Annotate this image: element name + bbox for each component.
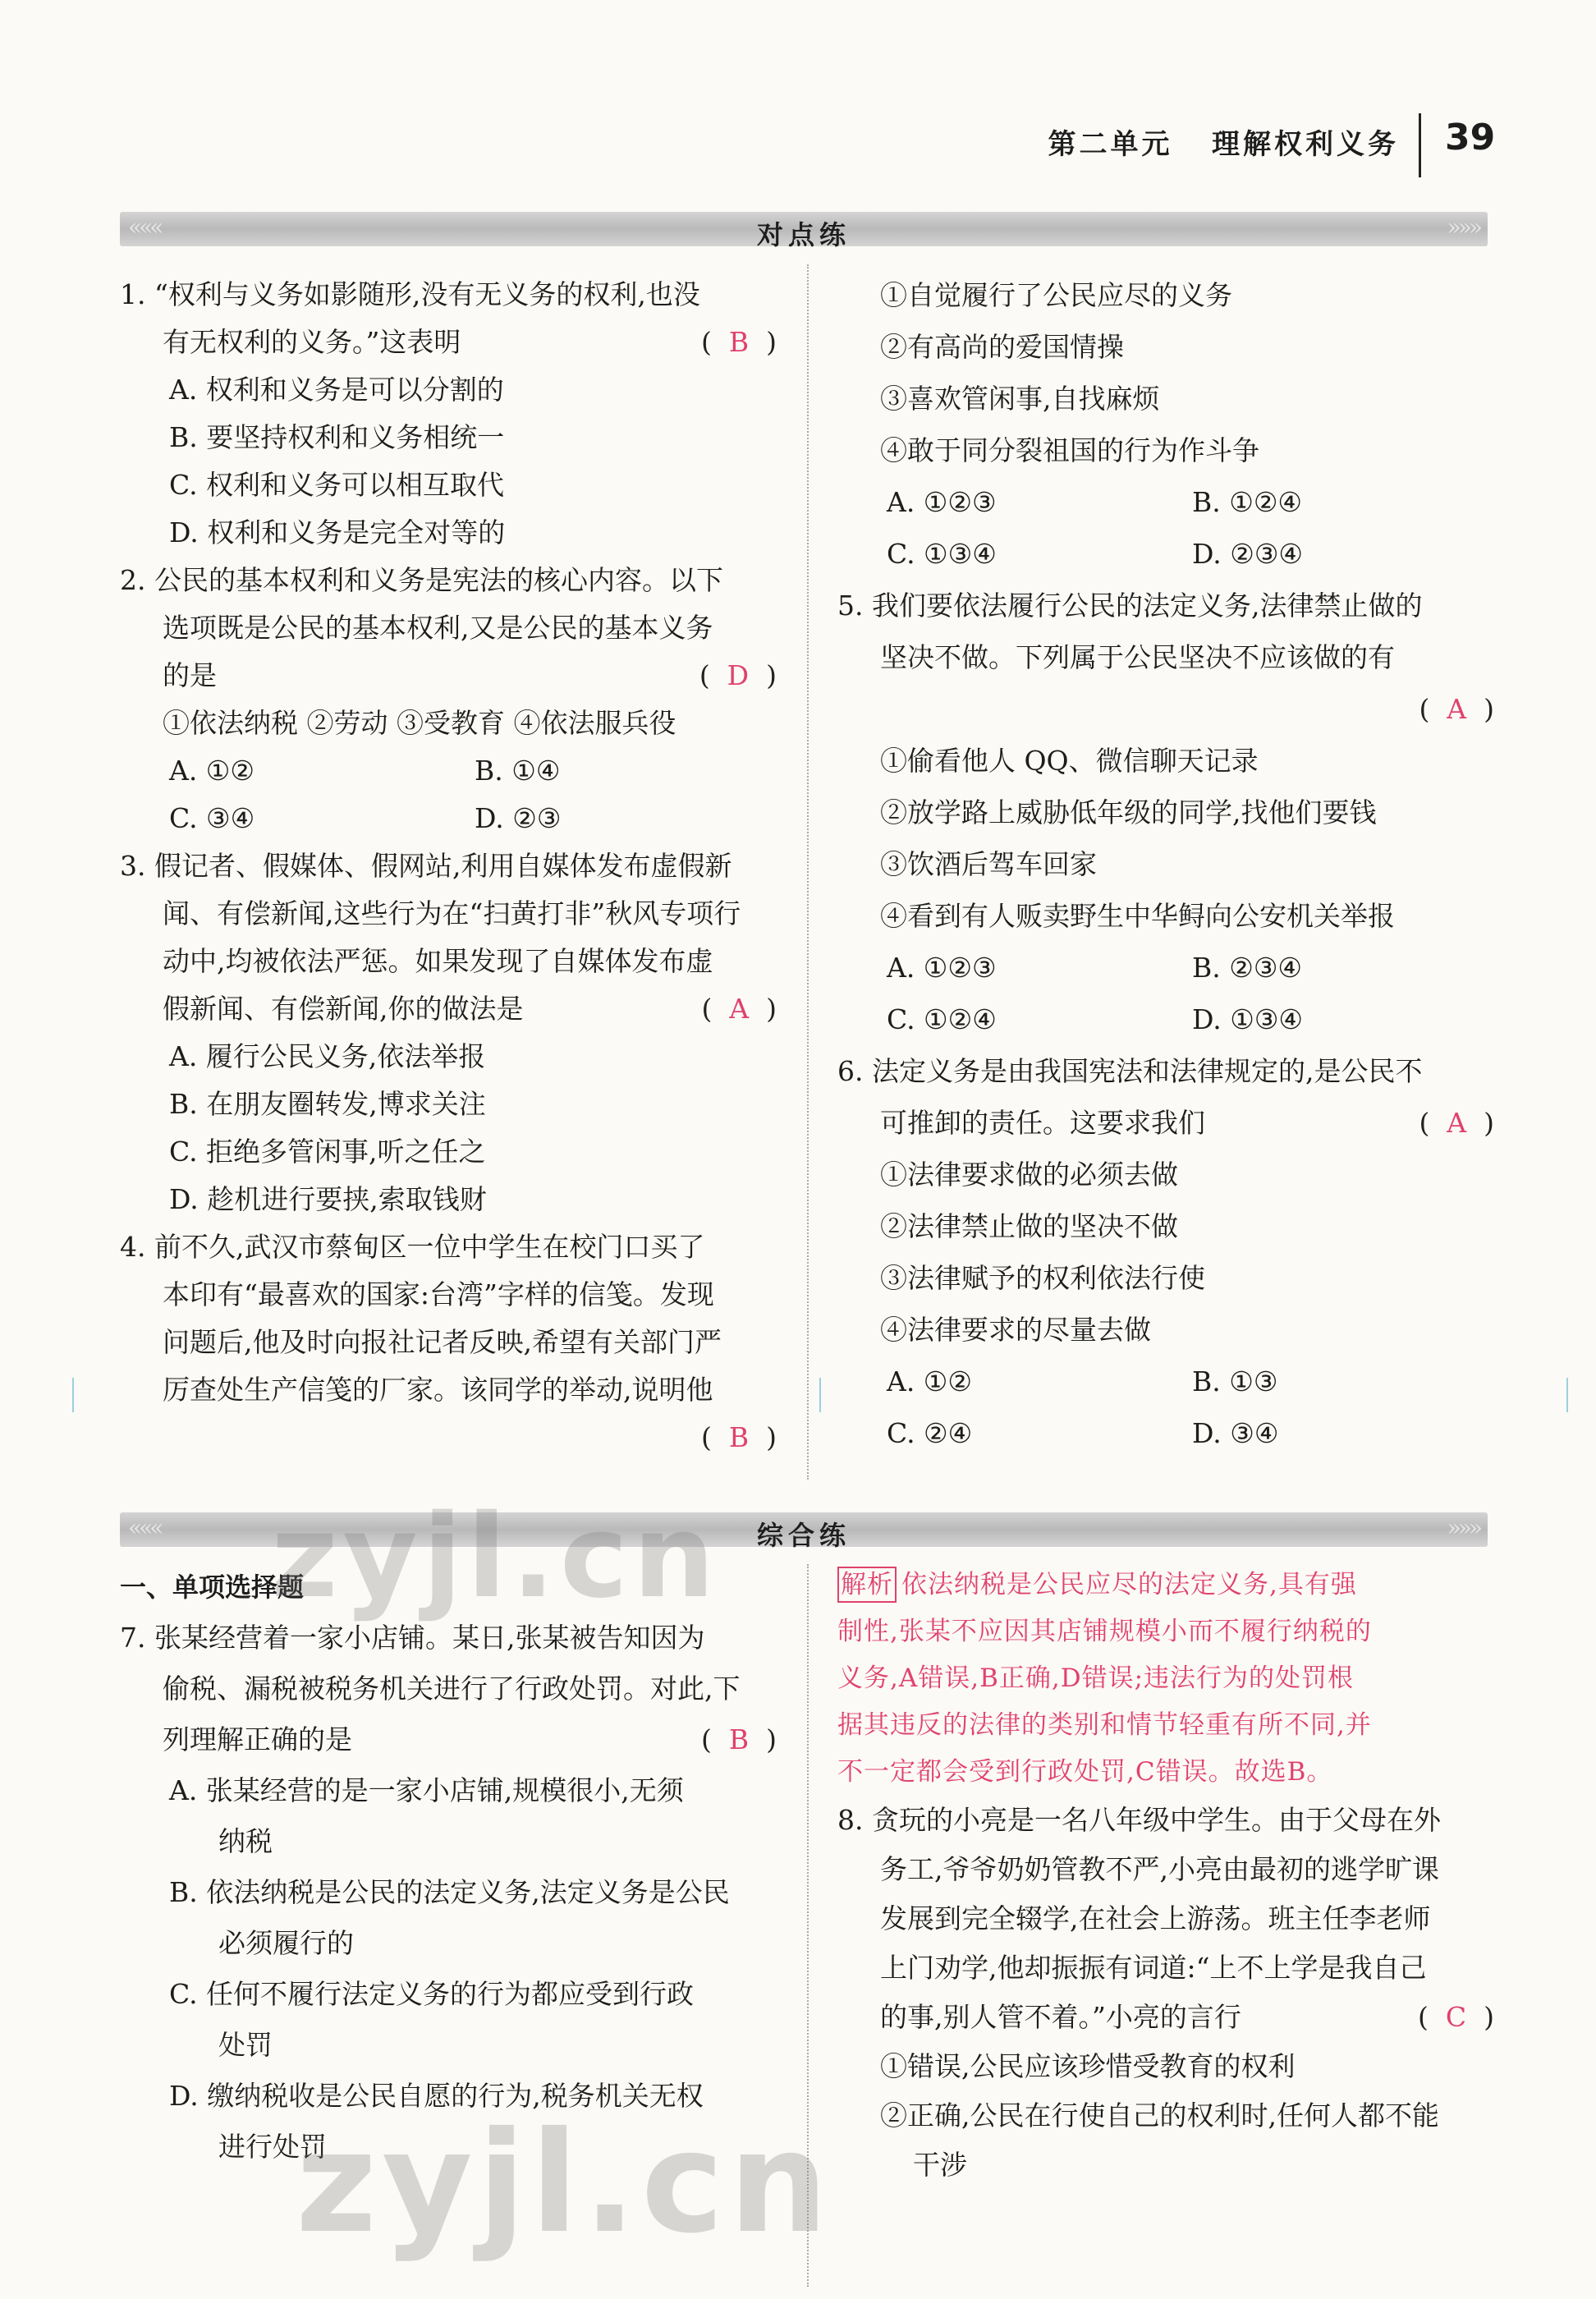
explanation-text: 依法纳税是公民应尽的法定义务,具有强 (901, 1570, 1357, 1599)
q6-options-ab (837, 1356, 1494, 1407)
q8-item-2: ②正确,公民在行使自己的权利时,任何人都不能 (880, 2099, 1439, 2132)
q5-item-1: ①偷看他人 QQ、微信聊天记录 (880, 745, 1259, 777)
q6-answer-letter: A (1447, 1107, 1467, 1139)
q3-line: 3. 假记者、假媒体、假网站,利用自媒体发布虚假新 (120, 850, 732, 882)
q8-line: 8. 贪玩的小亮是一名八年级中学生。由于父母在外 (837, 1804, 1441, 1836)
margin-mark (1566, 1378, 1568, 1412)
right-column-practice (837, 269, 1494, 1459)
q2-options-cd (120, 795, 777, 842)
q1-stem-end: 有无权利的义务。”这表明 (163, 326, 461, 358)
q7-option-d: D. 缴纳税收是公民自愿的行为,税务机关无权 (169, 2080, 704, 2112)
q5-item-4: ④看到有人贩卖野生中华鲟向公安机关举报 (880, 900, 1395, 932)
q5-option-d: D. ①③④ (1192, 1003, 1304, 1035)
q5-item-2: ②放学路上威胁低年级的同学,找他们要钱 (880, 796, 1377, 828)
q5-option-a: A. ①②③ (887, 952, 997, 984)
q8-answer: ( C ) (1418, 2001, 1494, 2033)
q1-line: 1. “权利与义务如影随形,没有无义务的权利,也没 (120, 278, 700, 310)
q8-line: 发展到完全辍学,在社会上游荡。班主任李老师 (880, 1902, 1431, 1934)
header-divider (1419, 113, 1421, 177)
q7-option-b-cont: 必须履行的 (218, 1927, 354, 1959)
q7-answer-letter: B (728, 1723, 750, 1755)
q4-options-ab (837, 476, 1494, 528)
q4-option-c: C. ①③④ (887, 538, 997, 570)
q1-answer-letter: B (728, 326, 750, 358)
q8-block (837, 1796, 1494, 2190)
q7-option-a-cont: 纳税 (218, 1825, 273, 1857)
q4-option-d: D. ②③④ (1192, 538, 1304, 570)
q3-line: 动中,均被依法严惩。如果发现了自媒体发布虚 (163, 945, 713, 977)
q2-line: 选项既是公民的基本权利,又是公民的基本义务 (163, 612, 713, 644)
watermark-text: zyjl.cn (271, 1490, 720, 1624)
q2-option-c: C. ③④ (169, 802, 255, 834)
q6-option-a: A. ①② (887, 1365, 972, 1397)
q6-answer: ( A ) (1419, 1107, 1494, 1139)
q2-option-b: B. ①④ (475, 755, 561, 787)
q1-option-b: B. 要坚持权利和义务相统一 (169, 421, 505, 453)
q4-line: 厉查处生产信笺的厂家。该同学的举动,说明他 (163, 1374, 713, 1406)
q7-line: 7. 张某经营着一家小店铺。某日,张某被告知因为 (120, 1622, 705, 1654)
q1-line (120, 319, 777, 366)
q4-answer-line (120, 1414, 777, 1462)
q6-stem-end: 可推卸的责任。这要求我们 (880, 1107, 1205, 1139)
explanation-tag: 解析 (837, 1567, 897, 1603)
q5-option-c: C. ①②④ (887, 1003, 997, 1035)
q8-line: 上门劝学,他却振振有词道:“上不上学是我自己 (880, 1952, 1427, 1984)
q4-answer: ( B ) (701, 1421, 777, 1453)
q4-item-1: ①自觉履行了公民应尽的义务 (880, 279, 1232, 311)
q8-line: 务工,爷爷奶奶管教不严,小亮由最初的逃学旷课 (880, 1853, 1439, 1885)
q4-line: 问题后,他及时向报社记者反映,希望有关部门严 (163, 1326, 722, 1358)
q5-item-3: ③饮酒后驾车回家 (880, 848, 1097, 880)
q1-option-d: D. 权利和义务是完全对等的 (169, 516, 506, 548)
q5-options-cd (837, 993, 1494, 1045)
q2-line: 2. 公民的基本权利和义务是宪法的核心内容。以下 (120, 564, 723, 596)
q7-stem-end: 列理解正确的是 (163, 1723, 352, 1755)
margin-mark (72, 1378, 74, 1412)
q6-item-4: ④法律要求的尽量去做 (880, 1314, 1151, 1346)
q2-option-a: A. ①② (169, 755, 255, 787)
watermark-text: zyjl.cn (296, 2102, 833, 2265)
q7-option-b: B. 依法纳税是公民的法定义务,法定义务是公民 (169, 1876, 730, 1908)
q7-option-a: A. 张某经营的是一家小店铺,规模很小,无须 (169, 1774, 684, 1806)
q3-option-a: A. 履行公民义务,依法举报 (169, 1040, 486, 1072)
q3-option-d: D. 趁机进行要挟,索取钱财 (169, 1183, 487, 1215)
q2-answer: ( D ) (699, 659, 777, 691)
running-header (1048, 122, 1399, 162)
q3-answer-letter: A (729, 993, 750, 1025)
q6-line: 6. 法定义务是由我国宪法和法律规定的,是公民不 (837, 1055, 1423, 1087)
q6-options-cd (837, 1407, 1494, 1459)
q6-item-1: ①法律要求做的必须去做 (880, 1159, 1178, 1191)
q2-options-ab (120, 747, 777, 795)
q7-option-c-cont: 处罚 (218, 2029, 273, 2061)
q6-option-b: B. ①③ (1192, 1365, 1278, 1397)
q5-line: 5. 我们要依法履行公民的法定义务,法律禁止做的 (837, 590, 1423, 622)
q6-item-2: ②法律禁止做的坚决不做 (880, 1210, 1178, 1242)
q1-option-c: C. 权利和义务可以相互取代 (169, 469, 505, 501)
q3-stem-end: 假新闻、有偿新闻,你的做法是 (163, 993, 524, 1025)
q1-answer: ( B ) (701, 326, 777, 358)
q6-line (837, 1097, 1494, 1149)
q3-option-c: C. 拒绝多管闲事,听之任之 (169, 1136, 486, 1168)
q7-line: 偷税、漏税被税务机关进行了行政处罚。对此,下 (163, 1673, 741, 1705)
q6-item-3: ③法律赋予的权利依法行使 (880, 1262, 1205, 1294)
q5-answer-line (837, 683, 1494, 735)
part-heading: 一、单项选择题 (120, 1572, 305, 1603)
unit-label: 第二单元 (1048, 128, 1173, 161)
explanation-line: 义务,A错误,B正确,D错误;违法行为的处罚根 (837, 1663, 1355, 1693)
q1-option-a: A. 权利和义务是可以分割的 (169, 374, 504, 406)
q3-line (120, 985, 777, 1033)
q8-item-1: ①错误,公民应该珍惜受教育的权利 (880, 2050, 1296, 2082)
q2-items: ①依法纳税 ②劳动 ③受教育 ④依法服兵役 (163, 707, 676, 739)
q4-item-2: ②有高尚的爱国情操 (880, 331, 1124, 363)
q7-answer: ( B ) (701, 1723, 777, 1755)
q2-stem-end: 的是 (163, 659, 217, 691)
q4-option-a: A. ①②③ (887, 486, 997, 518)
q3-option-b: B. 在朋友圈转发,博求关注 (169, 1088, 486, 1120)
q8-line (837, 1993, 1494, 2042)
left-column-practice (120, 271, 777, 1462)
section-title-practice: ««« 对点练 (756, 219, 851, 250)
q4-item-3: ③喜欢管闲事,自找麻烦 (880, 383, 1160, 415)
q5-answer: ( A ) (1419, 693, 1494, 725)
q4-answer-letter: B (728, 1421, 750, 1453)
q2-option-d: D. ②③ (475, 802, 562, 834)
q5-line: 坚决不做。下列属于公民坚决不应该做的有 (880, 641, 1395, 673)
section-band-practice (120, 212, 1488, 250)
left-column-comprehensive (120, 1562, 777, 2173)
explanation-line (837, 1562, 1494, 1608)
page-number: 39 (1445, 117, 1496, 158)
q7-line (120, 1714, 777, 1765)
q6-option-d: D. ③④ (1192, 1417, 1279, 1449)
q8-item-2-cont: 干涉 (913, 2149, 967, 2181)
q4-item-4: ④敢于同分裂祖国的行为作斗争 (880, 434, 1259, 466)
right-column-comprehensive (837, 1562, 1494, 2190)
q5-options-ab (837, 942, 1494, 993)
margin-mark (819, 1378, 821, 1412)
explanation-line: 制性,张某不应因其店铺规模小而不履行纳税的 (837, 1617, 1372, 1646)
q4-option-b: B. ①②④ (1192, 486, 1302, 518)
q7-option-c: C. 任何不履行法定义务的行为都应受到行政 (169, 1978, 695, 2010)
unit-title: 理解权利义务 (1212, 128, 1399, 161)
section-title-comprehensive: ««« 综合练 (756, 1520, 851, 1551)
explanation-line: 据其违反的法律的类别和情节轻重有所不同,并 (837, 1710, 1372, 1740)
q2-line (120, 652, 777, 700)
q4-options-cd (837, 528, 1494, 580)
q2-answer-letter: D (727, 659, 750, 691)
q8-answer-letter: C (1445, 2001, 1467, 2033)
q3-answer: ( A ) (701, 993, 777, 1025)
explanation-block (837, 1562, 1494, 1796)
q5-answer-letter: A (1447, 693, 1467, 725)
column-divider (807, 264, 809, 1480)
q4-line: 本印有“最喜欢的国家:台湾”字样的信笺。发现 (163, 1278, 714, 1310)
q5-option-b: B. ②③④ (1192, 952, 1302, 984)
explanation-line: 不一定都会受到行政处罚,C错误。故选B。 (837, 1757, 1333, 1787)
q4-line: 4. 前不久,武汉市蔡甸区一位中学生在校门口买了 (120, 1231, 705, 1263)
q7-option-d-cont: 进行处罚 (218, 2131, 327, 2163)
q8-stem-end: 的事,别人管不着。”小亮的言行 (880, 2001, 1241, 2033)
q6-option-c: C. ②④ (887, 1417, 973, 1449)
q3-line: 闻、有偿新闻,这些行为在“扫黄打非”秋风专项行 (163, 897, 741, 929)
